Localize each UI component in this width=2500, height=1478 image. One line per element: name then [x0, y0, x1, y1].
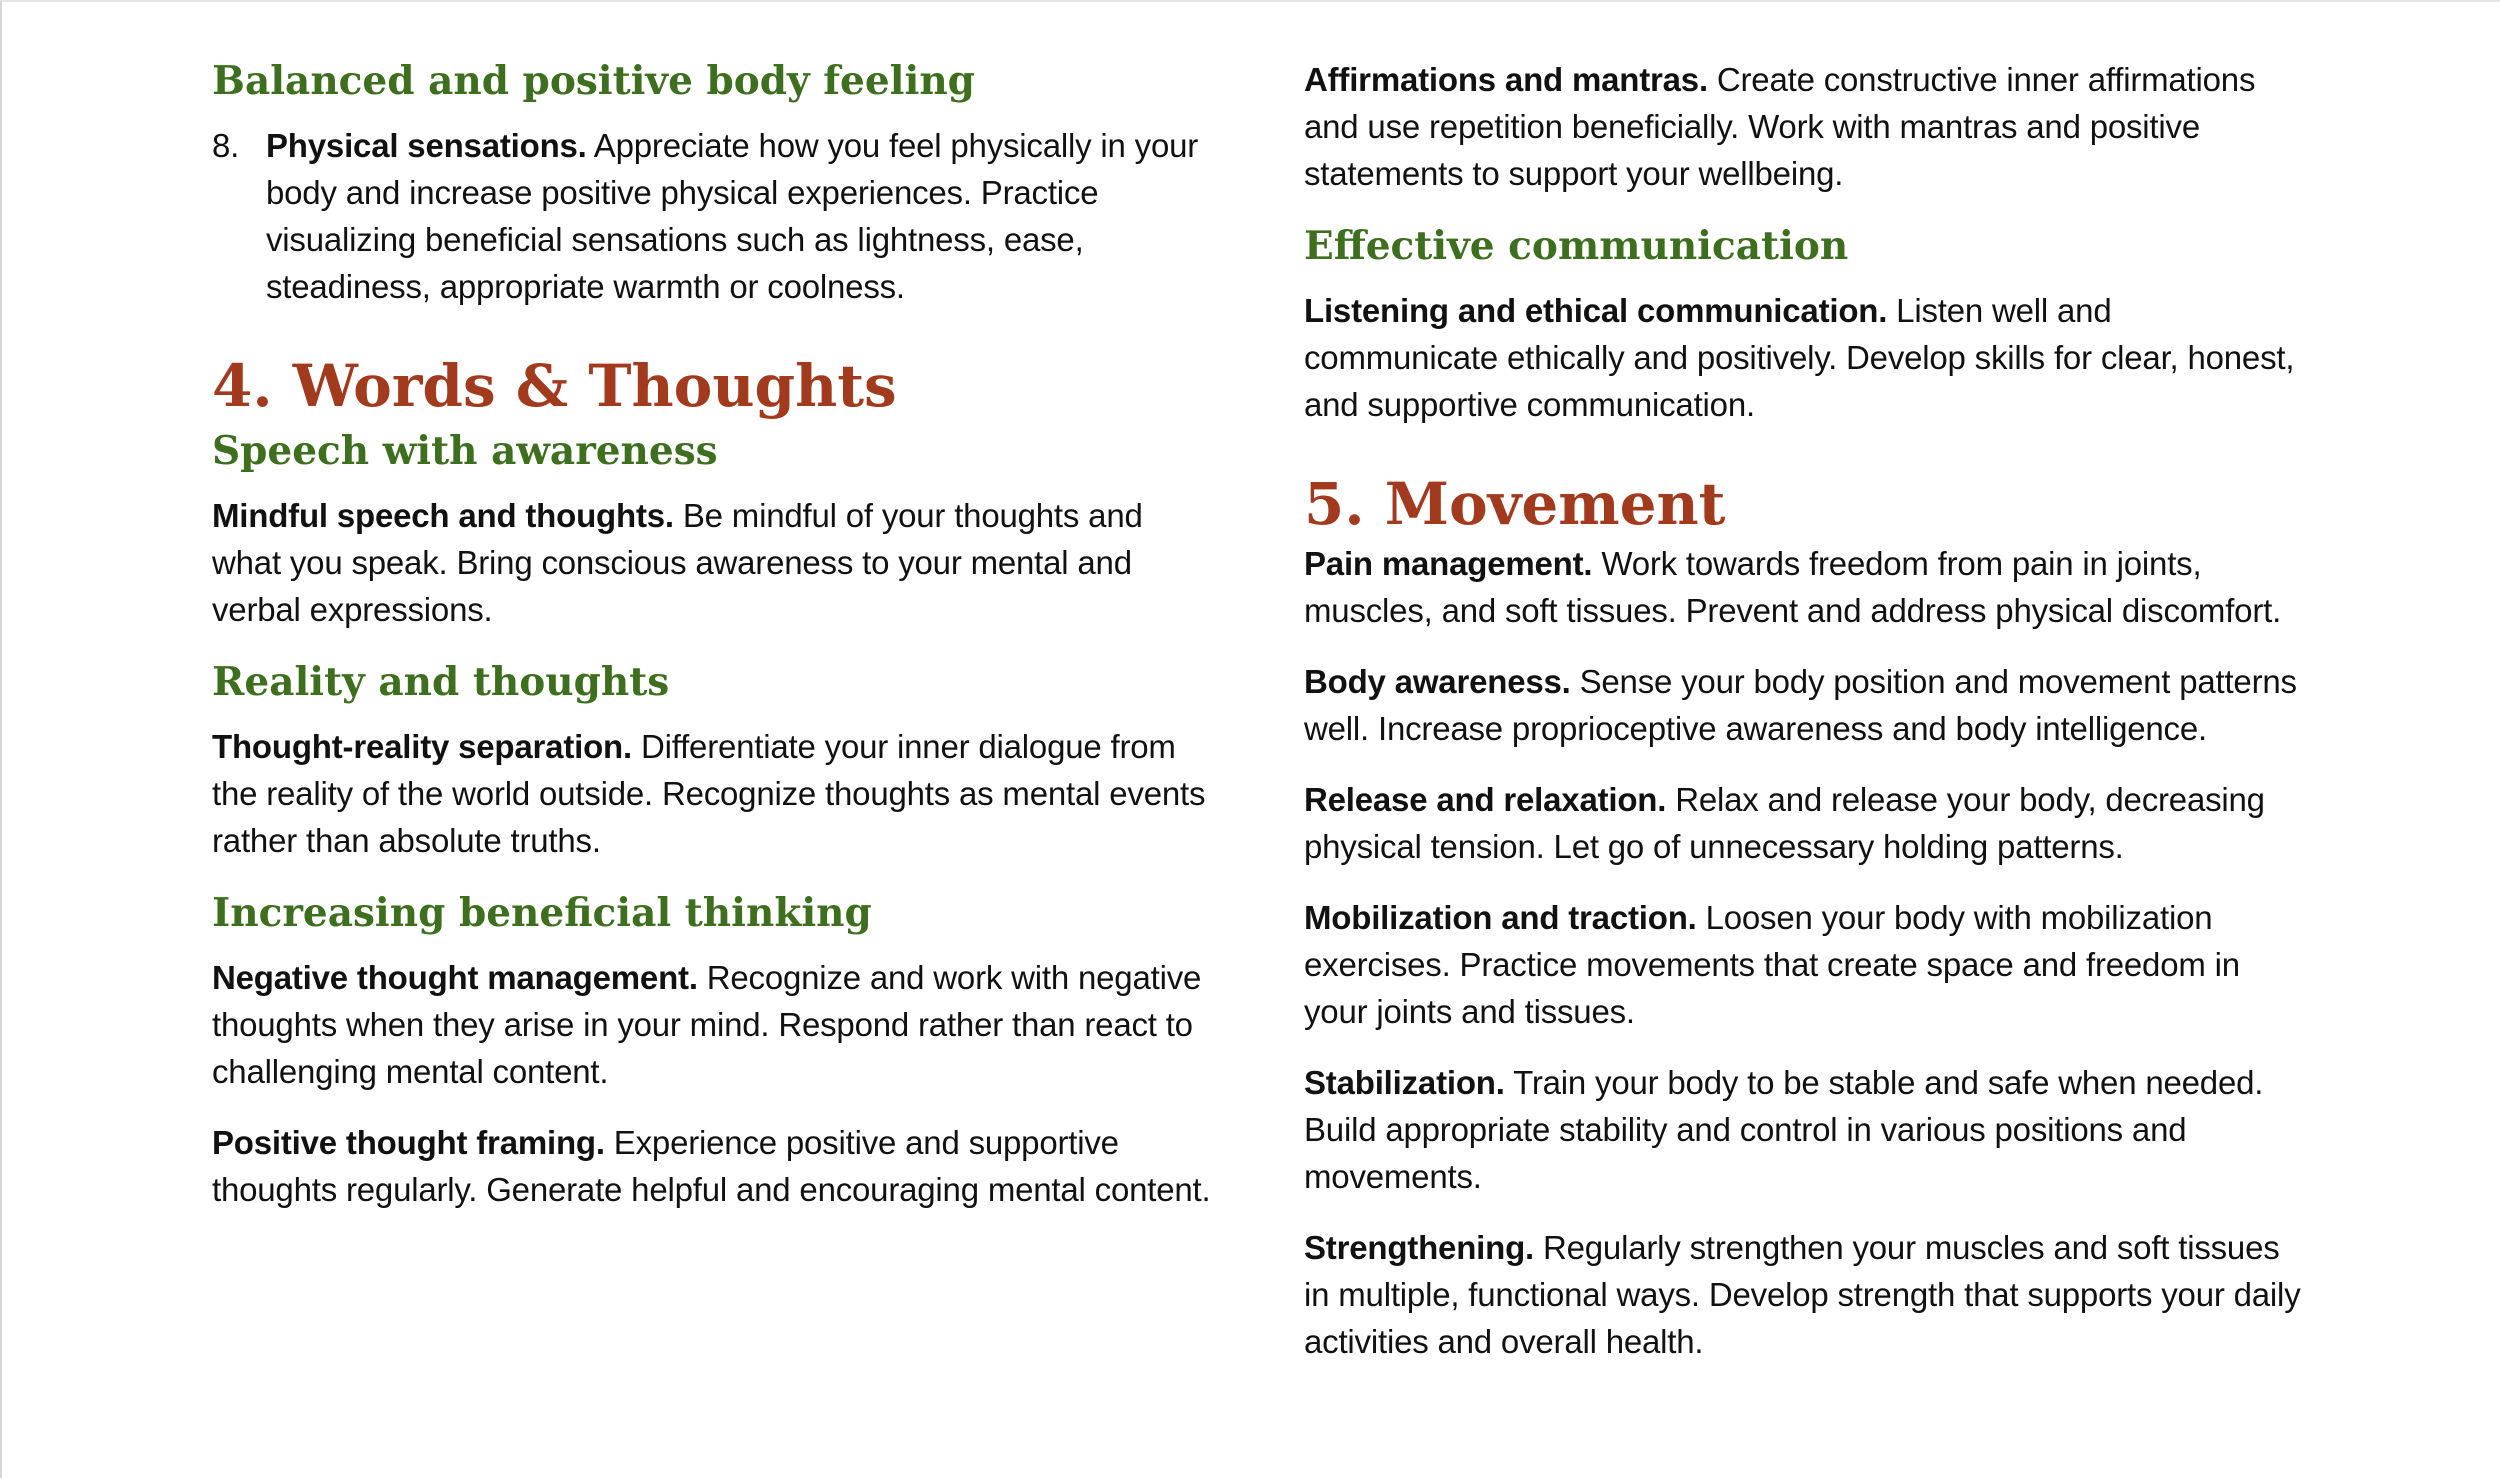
subheading-beneficial-thinking: Increasing beneficial thinking: [212, 890, 872, 936]
list-number: 8.: [212, 127, 240, 164]
paragraph-title: Release and relaxation.: [1304, 781, 1667, 818]
paragraph-body: Differentiate your inner dialogue from the reality of the world outside. Recognize thoughts as mental events rather than absolute truths.: [212, 728, 1206, 859]
numbered-item-8: [212, 122, 1212, 310]
paragraph-title: Pain management.: [1304, 545, 1593, 582]
subheading-reality-thoughts: Reality and thoughts: [212, 659, 670, 705]
paragraph-thought-reality: [212, 723, 1212, 864]
paragraph-title: Thought-reality separation.: [212, 728, 632, 765]
item-body: Appreciate how you feel physically in your body and increase positive physical experiences. Practice visualizing beneficial sensations such as lightness, ease, steadiness, appropriate warmth or coolness.: [266, 127, 1199, 305]
paragraph-body: Sense your body position and movement patterns well. Increase proprioceptive awareness and body intelligence.: [1304, 663, 2297, 747]
paragraph-title: Listening and ethical communication.: [1304, 292, 1888, 329]
paragraph-stabilization: [1304, 1059, 2304, 1200]
paragraph-body-awareness: [1304, 658, 2304, 752]
paragraph-body: Train your body to be stable and safe when needed. Build appropriate stability and control in various positions and movements.: [1304, 1064, 2264, 1195]
paragraph-body: Create constructive inner affirmations and use repetition beneficially. Work with mantras and positive statements to support your wellbeing.: [1304, 61, 2256, 192]
paragraph-title: Strengthening.: [1304, 1229, 1535, 1266]
paragraph-title: Positive thought framing.: [212, 1124, 605, 1161]
subheading-speech-awareness: Speech with awareness: [212, 428, 718, 474]
paragraph-affirmations: [1304, 56, 2304, 197]
right-column: [1304, 56, 2304, 1389]
paragraph-body: Be mindful of your thoughts and what you speak. Bring conscious awareness to your mental and verbal expressions.: [212, 497, 1143, 628]
paragraph-title: Mobilization and traction.: [1304, 899, 1697, 936]
paragraph-negative-thought: [212, 954, 1212, 1095]
left-column: [212, 56, 1212, 1237]
paragraph-title: Negative thought management.: [212, 959, 698, 996]
paragraph-listening: [1304, 287, 2304, 428]
paragraph-body: Work towards freedom from pain in joints, muscles, and soft tissues. Prevent and address physical discomfort.: [1304, 545, 2282, 629]
subheading-balanced-body-feeling: Balanced and positive body feeling: [212, 58, 975, 104]
paragraph-body: Loosen your body with mobilization exercises. Practice movements that create space and freedom in your joints and tissues.: [1304, 899, 2240, 1030]
paragraph-body: Regularly strengthen your muscles and soft tissues in multiple, functional ways. Develop strength that supports your daily activities and overall health.: [1304, 1229, 2301, 1360]
subheading-effective-communication: Effective communication: [1304, 223, 1849, 269]
paragraph-mobilization: [1304, 894, 2304, 1035]
paragraph-release-relaxation: [1304, 776, 2304, 870]
section-heading-movement: 5. Movement: [1304, 470, 1726, 538]
paragraph-body: Recognize and work with negative thoughts when they arise in your mind. Respond rather than react to challenging mental content.: [212, 959, 1202, 1090]
paragraph-positive-thought: [212, 1119, 1212, 1213]
paragraph-title: Mindful speech and thoughts.: [212, 497, 674, 534]
section-heading-words-thoughts: 4. Words & Thoughts: [212, 352, 897, 420]
paragraph-body: Relax and release your body, decreasing physical tension. Let go of unnecessary holding patterns.: [1304, 781, 2265, 865]
paragraph-title: Body awareness.: [1304, 663, 1571, 700]
paragraph-title: Affirmations and mantras.: [1304, 61, 1708, 98]
item-title: Physical sensations.: [266, 127, 587, 164]
paragraph-pain-management: [1304, 540, 2304, 634]
paragraph-title: Stabilization.: [1304, 1064, 1505, 1101]
paragraph-mindful-speech: [212, 492, 1212, 633]
list-item-text: [266, 122, 1212, 310]
paragraph-body: Listen well and communicate ethically and positively. Develop skills for clear, honest, and supportive communication.: [1304, 292, 2295, 423]
paragraph-body: Experience positive and supportive thoughts regularly. Generate helpful and encouraging mental content.: [212, 1124, 1211, 1208]
paragraph-strengthening: [1304, 1224, 2304, 1365]
